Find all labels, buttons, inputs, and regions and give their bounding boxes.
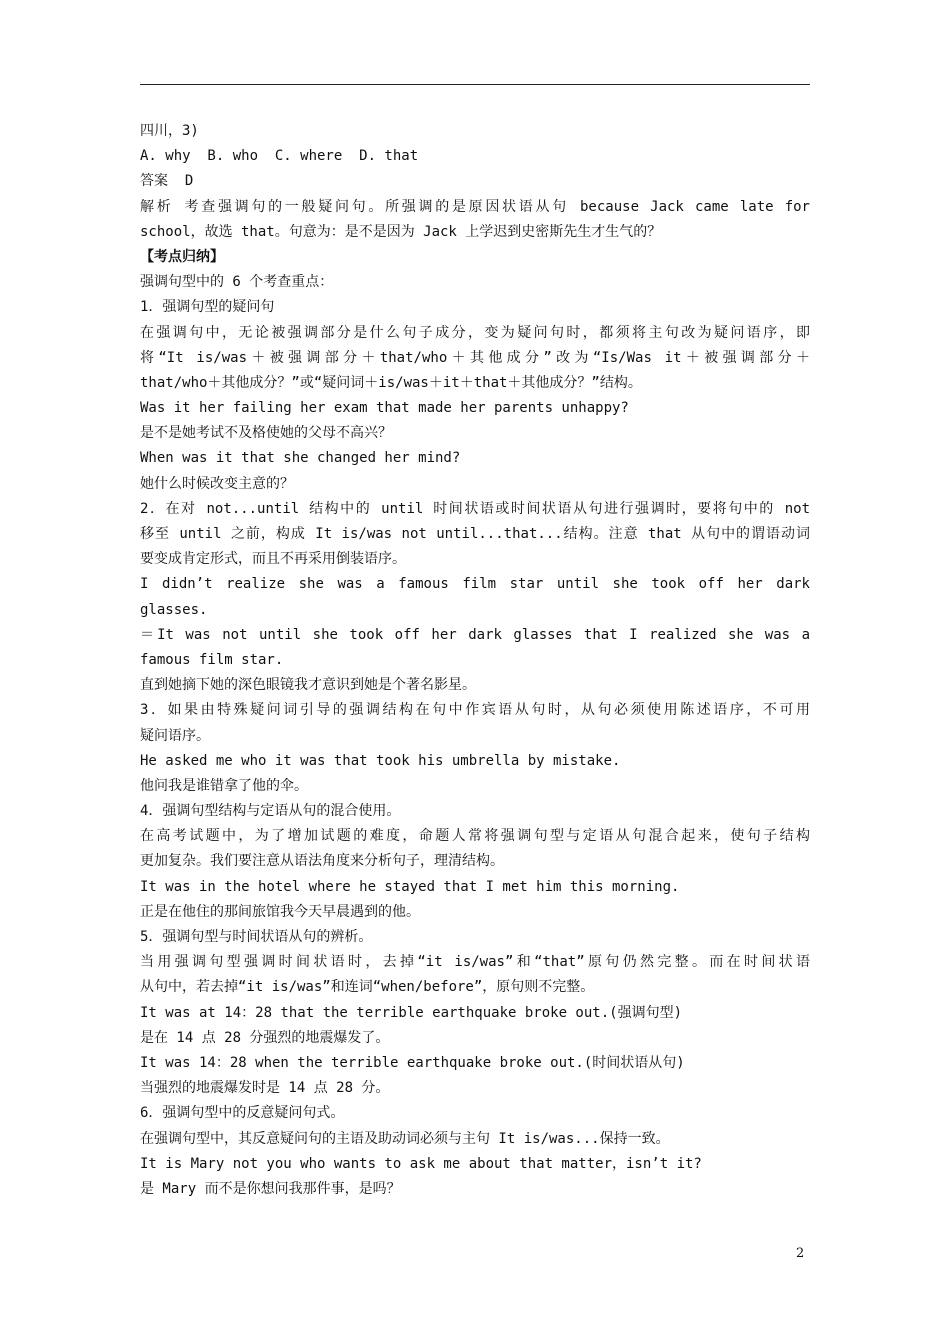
header-rule — [140, 84, 810, 85]
text-line: It was 14：28 when the terrible earthquake broke out.(时间状语从句) — [140, 1054, 685, 1071]
text-line: glasses. — [140, 601, 208, 618]
text-line: 是不是她考试不及格使她的父母不高兴？ — [140, 425, 392, 442]
text-line: It was at 14：28 that the terrible earthquake broke out.(强调句型) — [140, 1004, 683, 1021]
text-line: He asked me who it was that took his umbrella by mistake. — [140, 752, 621, 769]
text-line: 更加复杂。我们要注意从语法角度来分析句子，理清结构。 — [140, 853, 504, 870]
text-line: 4．强调句型结构与定语从句的混合使用。 — [140, 803, 401, 820]
text-line: 3．如果由特殊疑问词引导的强调结构在句中作宾语从句时，从句必须使用陈述语序，不可用 — [140, 702, 810, 719]
text-line: school，故选 that。句意为：是不是因为 Jack 上学迟到史密斯先生才生气的？ — [140, 223, 662, 240]
text-line: 是 Mary 而不是你想问我那件事，是吗？ — [140, 1180, 401, 1197]
text-line: 强调句型中的 6 个考查重点： — [140, 274, 334, 291]
text-line: 6．强调句型中的反意疑问句式。 — [140, 1105, 345, 1122]
text-line: 当强烈的地震爆发时是 14 点 28 分。 — [140, 1080, 390, 1097]
text-line: 从句中，若去掉“it is/was”和连词“when/before”，原句则不完整。 — [140, 979, 595, 996]
text-line: 解析 考查强调句的一般疑问句。所强调的是原因状语从句 because Jack came late for — [140, 198, 810, 215]
text-line: Was it her failing her exam that made her parents unhappy? — [140, 400, 629, 417]
text-line: that/who＋其他成分？”或“疑问词＋is/was＋it＋that＋其他成分？”结构。 — [140, 374, 642, 391]
text-line: 答案 D — [140, 173, 194, 190]
text-line: 在强调句中，无论被强调部分是什么句子成分，变为疑问句时，都须将主句改为疑问语序，即 — [140, 324, 810, 341]
text-line: ＝It was not until she took off her dark glasses that I realized she was a — [140, 626, 810, 643]
text-line: 5．强调句型与时间状语从句的辨析。 — [140, 929, 373, 945]
text-line: It is Mary not you who wants to ask me about that matter，isn’t it? — [140, 1155, 702, 1172]
text-line: 将“It is/was＋被强调部分＋that/who＋其他成分”改为“Is/Was it＋被强调部分＋ — [140, 349, 810, 366]
text-line: It was in the hotel where he stayed that I met him this morning. — [140, 878, 680, 895]
page-number: 2 — [796, 1246, 805, 1261]
text-line: 正是在他住的那间旅馆我今天早晨遇到的他。 — [140, 903, 420, 920]
text-line: 她什么时候改变主意的？ — [140, 475, 294, 492]
text-line: 四川，3) — [140, 123, 199, 139]
text-line: 疑问语序。 — [140, 727, 210, 744]
text-line: 在强调句型中，其反意疑问句的主语及助动词必须与主句 It is/was...保持一致。 — [140, 1130, 670, 1147]
text-line: 直到她摘下她的深色眼镜我才意识到她是个著名影星。 — [140, 677, 476, 694]
text-line: I didn’t realize she was a famous film star until she took off her dark — [140, 576, 810, 593]
text-line: famous film star. — [140, 651, 284, 668]
text-line: A. why B. who C. where D. that — [140, 148, 419, 165]
text-line: 1．强调句型的疑问句 — [140, 299, 275, 316]
text-line: 在高考试题中，为了增加试题的难度，命题人常将强调句型与定语从句混合起来，使句子结构 — [140, 828, 810, 845]
text-line: 【考点归纳】 — [140, 248, 224, 265]
text-line: 是在 14 点 28 分强烈的地震爆发了。 — [140, 1029, 390, 1046]
text-line: 移至 until 之前，构成 It is/was not until...that...结构。注意 that 从句中的谓语动词 — [140, 526, 810, 542]
text-line: 当用强调句型强调时间状语时，去掉“it is/was”和“that”原句仍然完整。而在时间状语 — [140, 954, 810, 971]
document-body — [140, 119, 810, 1202]
text-line: 2．在对 not...until 结构中的 until 时间状语或时间状语从句进行强调时，要将句中的 not — [140, 500, 810, 517]
text-line: 他问我是谁错拿了他的伞。 — [140, 777, 308, 794]
text-line: 要变成肯定形式，而且不再采用倒装语序。 — [140, 551, 406, 568]
text-line: When was it that she changed her mind? — [140, 450, 461, 467]
